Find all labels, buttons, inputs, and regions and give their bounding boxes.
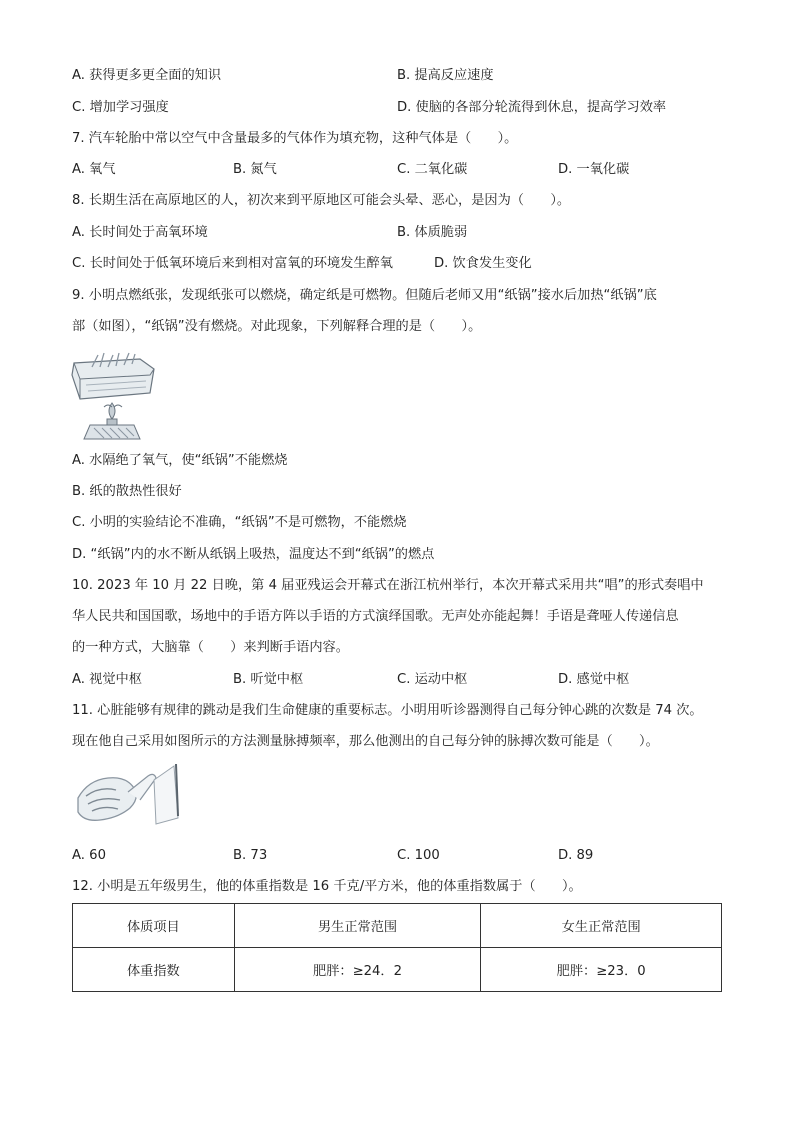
q7-option-c[interactable]: C. 二氧化碳 [397,162,468,177]
q8-option-a[interactable]: A. 长时间处于高氧环境 [72,225,208,240]
q10-option-a[interactable]: A. 视觉中枢 [72,672,142,687]
q8-option-d[interactable]: D. 饮食发生变化 [434,256,532,271]
q10-option-c[interactable]: C. 运动中枢 [397,672,468,687]
q6-options-row-1 [72,67,732,85]
q11-option-c[interactable]: C. 100 [397,848,440,863]
q7-option-d[interactable]: D. 一氧化碳 [558,162,630,177]
q6-option-d[interactable]: D. 使脑的各部分轮流得到休息，提高学习效率 [397,100,667,115]
q6-option-c[interactable]: C. 增加学习强度 [72,100,169,115]
q11-stem-line-1: 11. 心脏能够有规律的跳动是我们生命健康的重要标志。小明用听诊器测得自己每分钟心跳的次数是 74 次。 [72,703,703,718]
q9-option-b[interactable]: B. 纸的散热性很好 [72,484,182,499]
table-cell: 体重指数 [73,948,235,992]
q7-option-a[interactable]: A. 氧气 [72,162,116,177]
paper-pot-figure [70,345,160,441]
q7-option-b[interactable]: B. 氮气 [233,162,277,177]
q10-stem-line-2: 华人民共和国国歌，场地中的手语方阵以手语的方式演绎国歌。无声处亦能起舞！手语是聋哑人传递信息 [72,609,679,624]
q6-options-row-2 [72,99,732,117]
table-row [73,948,722,992]
q11-option-d[interactable]: D. 89 [558,848,594,863]
q6-option-b[interactable]: B. 提高反应速度 [397,68,494,83]
table-header-row [73,904,722,948]
q8-option-c[interactable]: C. 长时间处于低氧环境后来到相对富氧的环境发生醉氧 [72,256,393,271]
table-header-cell: 女生正常范围 [481,904,722,948]
bmi-table [72,903,722,992]
q10-stem-line-3: 的一种方式，大脑靠（ ）来判断手语内容。 [72,640,349,655]
table-cell: 肥胖：≥23．0 [481,948,722,992]
q11-option-b[interactable]: B. 73 [233,848,268,863]
q9-stem-line-2: 部（如图），“纸锅”没有燃烧。对此现象，下列解释合理的是（ ）。 [72,319,482,334]
table-cell: 肥胖：≥24．2 [234,948,481,992]
q9-option-a[interactable]: A. 水隔绝了氧气，使“纸锅”不能燃烧 [72,453,288,468]
q11-options [72,847,732,865]
table-header-cell: 体质项目 [73,904,235,948]
q10-stem-line-1: 10. 2023 年 10 月 22 日晚，第 4 届亚残运会开幕式在浙江杭州举行，本次开幕式采用共“唱”的形式奏唱中 [72,578,704,593]
q10-option-b[interactable]: B. 听觉中枢 [233,672,304,687]
q11-option-a[interactable]: A. 60 [72,848,106,863]
q9-option-d[interactable]: D. “纸锅”内的水不断从纸锅上吸热，温度达不到“纸锅”的燃点 [72,547,435,562]
table-header-cell: 男生正常范围 [234,904,481,948]
q12-stem: 12. 小明是五年级男生，他的体重指数是 16 千克/平方米，他的体重指数属于（ ）。 [72,879,582,894]
q8-stem: 8. 长期生活在高原地区的人，初次来到平原地区可能会头晕、恶心，是因为（ ）。 [72,193,571,208]
q9-stem-line-1: 9. 小明点燃纸张，发现纸张可以燃烧，确定纸是可燃物。但随后老师又用“纸锅”接水后加热“纸锅”底 [72,288,657,303]
q8-options-row-2 [72,255,732,273]
q11-stem-line-2: 现在他自己采用如图所示的方法测量脉搏频率，那么他测出的自己每分钟的脉搏次数可能是（ ）。 [72,734,659,749]
q7-options [72,161,732,179]
q9-option-c[interactable]: C. 小明的实验结论不准确，“纸锅”不是可燃物，不能燃烧 [72,515,407,530]
q10-option-d[interactable]: D. 感觉中枢 [558,672,630,687]
q8-option-b[interactable]: B. 体质脆弱 [397,225,468,240]
q6-option-a[interactable]: A. 获得更多更全面的知识 [72,68,222,83]
q10-options [72,671,732,689]
q8-options-row-1 [72,224,732,242]
q7-stem: 7. 汽车轮胎中常以空气中含量最多的气体作为填充物，这种气体是（ ）。 [72,131,518,146]
pulse-measuring-figure [72,758,182,834]
